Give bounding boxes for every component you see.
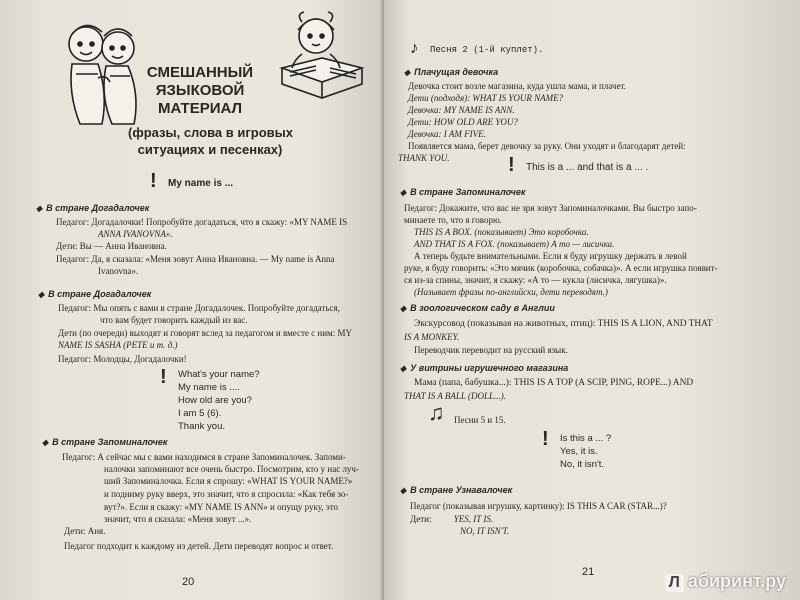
dialogue-line: Девочка: MY NAME IS ANN. xyxy=(408,105,515,115)
dialogue-line: руке, я буду говорить: «Это мячик (коробочка, собачка)». А если игрушка появит- xyxy=(404,263,718,273)
left-page xyxy=(0,0,388,600)
song-reference: Песни 5 и 15. xyxy=(454,415,506,425)
dialogue-line: Ivanovna». xyxy=(98,266,139,276)
section-title: СМЕШАННЫЙ ЯЗЫКОВОЙ МАТЕРИАЛ xyxy=(146,64,254,117)
subsection-heading: ◆ У витрины игрушечного магазина xyxy=(400,363,569,373)
phrase-box: Is this a ... ? Yes, it is. No, it isn't. xyxy=(560,433,612,470)
dialogue-line: Педагог: Молодцы, Догадалочки! xyxy=(58,354,187,364)
dialogue-line: (Называет фразы по-английски, дети переводят.) xyxy=(414,287,608,297)
dialogue-line: Экскурсовод (показывая на животных, птиц): THIS IS A LION, AND THAT xyxy=(414,319,713,329)
right-page xyxy=(384,0,800,600)
subsection-heading: ◆ В стране Узнавалочек xyxy=(400,485,513,495)
watermark-text: абиринт.ру xyxy=(687,571,786,591)
dialogue-line: Дети (подходя): WHAT IS YOUR NAME? xyxy=(408,93,564,103)
diamond-bullet-icon: ◆ xyxy=(404,68,411,77)
page-number: 20 xyxy=(182,576,195,588)
exclamation-icon: ! xyxy=(542,428,549,450)
subsection-heading: ◆ В стране Догадалочек xyxy=(38,289,152,299)
exclamation-icon: ! xyxy=(150,170,157,192)
dialogue-line: значит, что я сказала: «Меня зовут ...». xyxy=(104,514,252,524)
music-note-icon: ♪ xyxy=(410,38,419,57)
subsection-heading: ◆ В стране Догадалочек xyxy=(36,203,150,213)
dialogue-line: ся из-за спины, значит, я скажу: «А то — кукла (лисичка, лягушка)». xyxy=(404,275,667,285)
dialogue-line: налочки запоминают все очень быстро. Посмотрим, кто у нас луч- xyxy=(104,464,359,474)
phrase-box: What's your name? My name is .... How old are you? I am 5 (6). Thank you. xyxy=(178,369,260,432)
subsection-heading: ◆ Плачущая девочка xyxy=(404,67,499,77)
dialogue-line: Переводчик переводит на русский язык. xyxy=(414,345,568,355)
dialogue-line: Дети: Вы — Анна Ивановна. xyxy=(56,241,167,251)
music-note-icon: ♫ xyxy=(428,400,445,425)
dialogue-line: А теперь будьте внимательными. Если я буду игрушку держать в левой xyxy=(414,251,687,261)
watermark-logo-icon: Л xyxy=(665,574,684,592)
dialogue-line: и подниму руку вверх, это значит, что я спросила: «Как тебя зо- xyxy=(104,489,349,499)
subsection-heading: ◆ В стране Запоминалочек xyxy=(400,187,526,197)
dialogue-line: THANK YOU. xyxy=(398,153,450,163)
diamond-bullet-icon: ◆ xyxy=(400,364,407,373)
dialogue-line: Педагог: Мы опять с вами в стране Догадалочек. Попробуйте догадаться, xyxy=(58,303,340,313)
dialogue-line: Появляется мама, берет девочку за руку. Они уходят и благодарят детей: xyxy=(408,141,686,151)
section-subtitle: (фразы, слова в игровых ситуациях и песенках) xyxy=(128,125,293,157)
dialogue-line: IS A MONKEY. xyxy=(404,332,460,342)
dialogue-line: Дети: Аня. xyxy=(64,526,106,536)
dialogue-line: THAT IS A BALL (DOLL...). xyxy=(404,391,507,401)
dialogue-line: Педагог: А сейчас мы с вами находимся в стране Запоминалочек. Запоми- xyxy=(62,452,346,462)
dialogue-line xyxy=(410,513,493,525)
dialogue-line: Дети: HOW OLD ARE YOU? xyxy=(408,117,518,127)
girl-reading-illustration xyxy=(272,8,364,110)
dialogue-line: Девочка: I AM FIVE. xyxy=(408,129,486,139)
diamond-bullet-icon: ◆ xyxy=(400,188,407,197)
dialogue-line: NO, IT ISN'T. xyxy=(460,526,510,536)
subsection-heading: ◆ В стране Запоминалочек xyxy=(42,437,168,447)
dialogue-line: Дети (по очереди) выходят и говорят вслед за педагогом и вместе с ним: MY xyxy=(58,328,352,338)
answer-text: YES, IT IS. xyxy=(453,514,494,524)
song-reference: Песня 2 (1-й куплет). xyxy=(430,45,544,55)
boys-illustration xyxy=(52,14,148,134)
exclamation-icon: ! xyxy=(160,366,167,388)
diamond-bullet-icon: ◆ xyxy=(400,304,407,313)
dialogue-line: ший Запоминалочка. Если я спрошу: «WHAT IS YOUR NAME?» xyxy=(104,476,353,486)
page-number: 21 xyxy=(582,566,595,578)
dialogue-line: NAME IS SASHA (PETE и т. д.) xyxy=(58,340,178,350)
diamond-bullet-icon: ◆ xyxy=(38,290,45,299)
watermark xyxy=(665,571,786,592)
speaker-label: Дети: xyxy=(410,514,432,524)
exclamation-icon: ! xyxy=(508,154,515,176)
subsection-heading: ◆ В зоологическом саду в Англии xyxy=(400,303,555,313)
dialogue-line: Педагог подходит к каждому из детей. Дети переводят вопрос и ответ. xyxy=(64,541,334,551)
diamond-bullet-icon: ◆ xyxy=(36,204,43,213)
dialogue-line: вут?». Если я скажу: «MY NAME IS ANN» и опущу руку, это xyxy=(104,502,339,512)
diamond-bullet-icon: ◆ xyxy=(42,438,49,447)
phrase-box-title: My name is ... xyxy=(168,178,234,189)
dialogue-line: AND THAT IS A FOX. (показывает) А то — лисичка. xyxy=(414,239,615,249)
dialogue-line: Педагог: Да, я сказала: «Меня зовут Анна Ивановна. — My name is Anna xyxy=(56,254,335,264)
dialogue-line: что вам будет говорить каждый из вас. xyxy=(100,315,248,325)
dialogue-line: THIS IS A BOX. (показывает) Это коробочка. xyxy=(414,227,589,237)
dialogue-line: Педагог (показывая игрушку, картинку): IS THIS A CAR (STAR...)? xyxy=(410,501,667,511)
dialogue-line: Девочка стоит возле магазина, куда ушла мама, и плачет. xyxy=(408,81,626,91)
phrase-box-title: This is a ... and that is a ... . xyxy=(526,162,649,173)
dialogue-line: минаете то, что я говорю. xyxy=(404,215,502,225)
dialogue-line: ANNA IVANOVNA». xyxy=(98,229,173,239)
dialogue-line: Мама (папа, бабушка...): THIS IS A TOP (A SCIP, PING, ROPE...) AND xyxy=(414,378,694,388)
dialogue-line: Педагог: Докажите, что вас не зря зовут Запоминалочками. Вы быстро запо- xyxy=(404,203,697,213)
dialogue-line: Педагог: Догадалочки! Попробуйте догадаться, что я скажу: «MY NAME IS xyxy=(56,217,348,227)
diamond-bullet-icon: ◆ xyxy=(400,486,407,495)
